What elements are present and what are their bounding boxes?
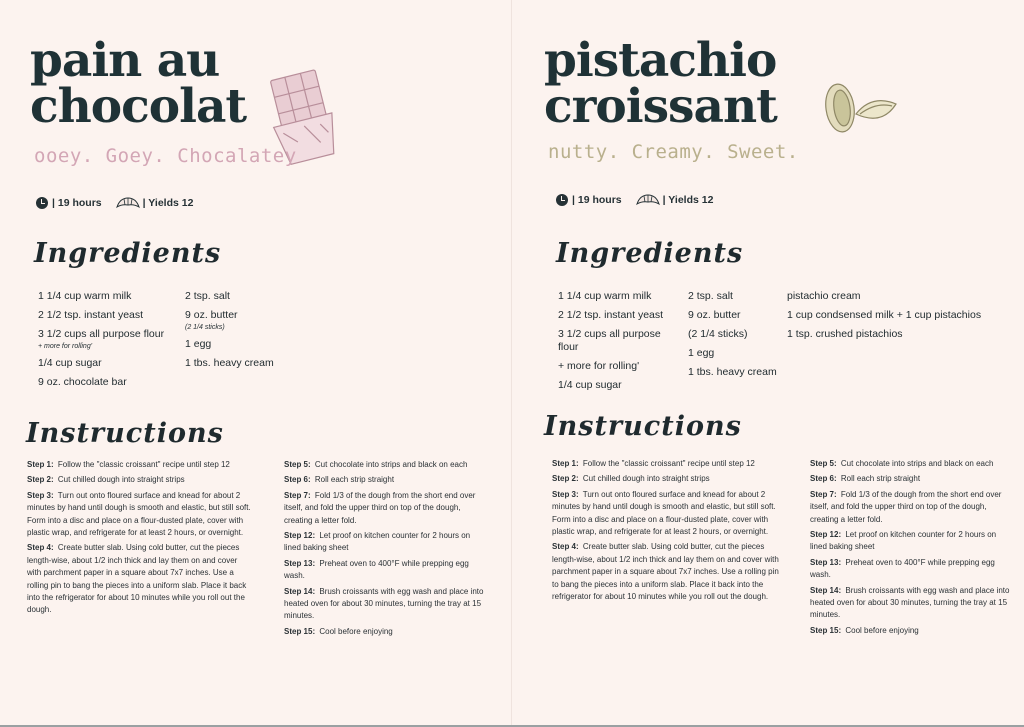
step-text: Create butter slab. Using cold butter, cut the pieces length-wise, about 1/2 inch thick and lay them on and cover with parchment paper in a square about 7x7 inches. Use a rolling pin to bang the pieces into a uniform slab. Place it back into the refrigerator for about 10 minutes while you roll out the dough. (552, 542, 779, 602)
step-text: Let proof on kitchen counter for 2 hours on lined baking sheet (284, 531, 471, 553)
step-text: Follow the "classic croissant" recipe until step 12 (582, 459, 755, 468)
ingredient-note: (2 1/4 sticks) (185, 324, 225, 331)
ingredient-item: 3 1/2 cups all purpose flour (558, 328, 661, 353)
instruction-step (27, 474, 252, 486)
instruction-step (284, 586, 489, 623)
ingredient-item: + more for rolling' (558, 360, 640, 372)
instructions-heading: Instructions (26, 418, 224, 449)
step-text: Follow the "classic croissant" recipe until step 12 (57, 460, 230, 469)
instruction-step (810, 557, 1010, 582)
instruction-step (810, 458, 1010, 470)
instructions-column-2 (284, 459, 489, 641)
recipe-title (544, 33, 777, 134)
time-label: | 19 hours (52, 197, 102, 209)
step-label: Step 12: (810, 530, 842, 540)
step-label: Step 4: (27, 543, 54, 553)
step-label: Step 15: (810, 625, 842, 635)
ingredient-item: 1 1/4 cup warm milk (38, 290, 132, 302)
step-text: Cut chocolate into strips and black on each (840, 459, 994, 468)
step-text: Cut chilled dough into straight strips (582, 474, 710, 484)
step-label: Step 6: (284, 475, 311, 485)
clock-icon (556, 194, 568, 206)
instruction-step (284, 558, 489, 583)
ingredient-item: 9 oz. chocolate bar (38, 376, 127, 388)
recipe-meta (556, 193, 713, 207)
step-label: Step 7: (810, 489, 837, 499)
instructions-column-1 (27, 459, 252, 620)
tagline: nutty. Creamy. Sweet. (548, 141, 799, 163)
ingredient-item: pistachio cream (787, 290, 861, 302)
ingredient-note: + more for rolling' (38, 343, 93, 350)
recipe-meta (36, 196, 193, 210)
croissant-icon (636, 193, 660, 207)
instruction-step (27, 490, 252, 540)
title-line-1: pistachio (544, 33, 777, 88)
recipe-page-pistachio-croissant (512, 0, 1024, 727)
instruction-step (552, 473, 780, 485)
step-text: Roll each strip straight (840, 474, 921, 484)
ingredient-item: 2 1/2 tsp. instant yeast (558, 309, 664, 321)
recipe-title (30, 33, 247, 134)
ingredient-item: 1 egg (688, 347, 715, 359)
step-text: Cut chocolate into strips and black on each (314, 460, 468, 469)
instruction-step (810, 489, 1010, 526)
step-text: Cool before enjoying (845, 625, 919, 635)
ingredient-item: 2 tsp. salt (185, 290, 230, 302)
instruction-step (552, 541, 780, 603)
ingredients-heading: Ingredients (556, 238, 744, 269)
step-text: Turn out onto floured surface and knead for about 2 minutes by hand until dough is smooth and elastic, but still soft. Form into a disc and place on a flour-dusted plate, cover with plastic wrap, and refrigerate for at least 2 hours, or overnight. (552, 489, 776, 537)
ingredient-item: 2 tsp. salt (688, 290, 733, 302)
step-label: Step 5: (810, 459, 837, 468)
step-label: Step 6: (810, 474, 837, 484)
instruction-step (284, 459, 489, 471)
title-line-2: croissant (544, 79, 777, 134)
step-text: Brush croissants with egg wash and place into heated oven for about 30 minutes, turning the tray at 15 minutes. (810, 585, 1010, 620)
ingredients-column-3 (787, 290, 1019, 347)
instruction-step (284, 474, 489, 486)
step-text: Create butter slab. Using cold butter, cut the pieces length-wise, about 1/2 inch thick and lay them on and cover with parchment paper in a square about 7x7 inches. Use a rolling pin to bang the pieces into a uniform slab. Place it back into the refrigerator for about 10 minutes while you roll out the dough. (27, 543, 247, 615)
ingredient-item: (2 1/4 sticks) (688, 328, 748, 340)
ingredient-item: 3 1/2 cups all purpose flour (38, 328, 165, 340)
croissant-icon (116, 196, 140, 210)
step-text: Preheat oven to 400°F while prepping egg wash. (810, 557, 995, 580)
step-label: Step 1: (552, 459, 579, 468)
ingredient-item: 1 tbs. heavy cream (688, 366, 777, 378)
step-label: Step 14: (284, 586, 316, 596)
tagline: ooey. Goey. Chocalatey (34, 145, 297, 167)
title-line-2: chocolat (30, 79, 247, 134)
ingredient-item: 9 oz. butter (688, 309, 741, 321)
step-label: Step 1: (27, 460, 54, 469)
instruction-step (284, 530, 489, 555)
step-label: Step 4: (552, 542, 579, 552)
step-text: Preheat oven to 400°F while prepping egg wash. (284, 558, 469, 581)
ingredients-column-2 (688, 290, 784, 385)
instruction-step (552, 458, 780, 470)
ingredients-column-1 (38, 290, 178, 395)
instruction-step (810, 625, 1010, 637)
ingredient-item: 1 cup condsensed milk + 1 cup pistachios (787, 309, 982, 321)
step-text: Brush croissants with egg wash and place into heated oven for about 30 minutes, turning the tray at 15 minutes. (284, 586, 484, 621)
step-label: Step 15: (284, 626, 316, 636)
ingredient-item: 9 oz. butter (185, 309, 238, 321)
step-label: Step 5: (284, 460, 311, 469)
instruction-step (27, 459, 252, 471)
ingredient-item: 1/4 cup sugar (38, 357, 102, 369)
instruction-step (552, 489, 780, 539)
yields-label: | Yields 12 (142, 197, 194, 209)
instructions-column-1 (552, 458, 780, 606)
yields-label: | Yields 12 (662, 194, 714, 206)
step-text: Cool before enjoying (319, 626, 393, 636)
ingredients-column-1 (558, 290, 680, 398)
ingredient-item: 1 tsp. crushed pistachios (787, 328, 903, 340)
step-label: Step 2: (27, 475, 54, 485)
instruction-step (27, 542, 252, 616)
instruction-step (284, 490, 489, 527)
ingredients-heading: Ingredients (34, 238, 222, 269)
time-label: | 19 hours (572, 194, 622, 206)
title-line-1: pain au (30, 33, 220, 88)
ingredients-column-2 (185, 290, 305, 376)
step-label: Step 12: (284, 531, 316, 541)
step-label: Step 2: (552, 474, 579, 484)
ingredient-item: 2 1/2 tsp. instant yeast (38, 309, 144, 321)
step-label: Step 7: (284, 490, 311, 500)
step-text: Roll each strip straight (314, 475, 395, 485)
ingredient-item: 1/4 cup sugar (558, 379, 622, 391)
step-label: Step 13: (810, 557, 842, 567)
clock-icon (36, 197, 48, 209)
instructions-heading: Instructions (544, 411, 742, 442)
step-label: Step 13: (284, 558, 316, 568)
step-text: Fold 1/3 of the dough from the short end over itself, and fold the upper third on top of the dough, creating a letter fold. (810, 489, 1002, 524)
instruction-step (284, 626, 489, 638)
pistachio-illustration (820, 80, 900, 136)
instruction-step (810, 585, 1010, 622)
instruction-step (810, 473, 1010, 485)
step-text: Let proof on kitchen counter for 2 hours on lined baking sheet (810, 530, 997, 552)
step-label: Step 3: (552, 489, 579, 499)
step-text: Turn out onto floured surface and knead for about 2 minutes by hand until dough is smooth and elastic, but still soft. Form into a disc and place on a flour-dusted plate, cover with plastic wrap, and refrigerate for at least 2 hours, or overnight. (27, 490, 251, 538)
ingredient-item: 1 tbs. heavy cream (185, 357, 274, 369)
step-text: Fold 1/3 of the dough from the short end over itself, and fold the upper third on top of the dough, creating a letter fold. (284, 490, 476, 525)
ingredient-item: 1 1/4 cup warm milk (558, 290, 652, 302)
instructions-column-2 (810, 458, 1010, 640)
ingredient-item: 1 egg (185, 338, 212, 350)
step-label: Step 3: (27, 490, 54, 500)
step-text: Cut chilled dough into straight strips (57, 475, 185, 485)
step-label: Step 14: (810, 585, 842, 595)
instruction-step (810, 529, 1010, 554)
